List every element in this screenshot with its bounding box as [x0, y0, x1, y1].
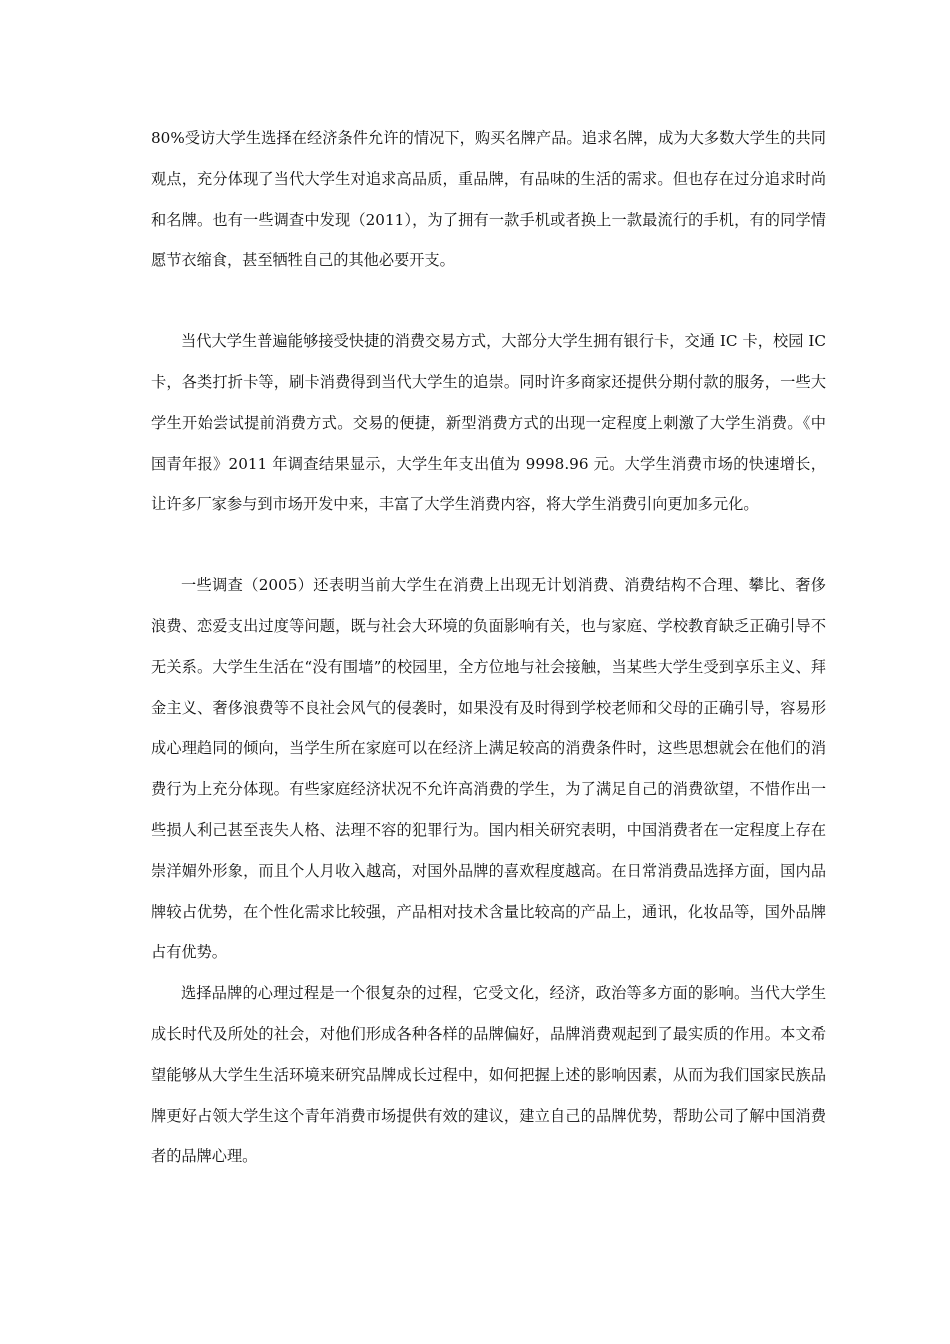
paragraph-brand-purchase: 80%受访大学生选择在经济条件允许的情况下，购买名牌产品。追求名牌，成为大多数大学生的共同观点，充分体现了当代大学生对追求高品质，重品牌，有品味的生活的需求。但也存在过分追求时尚和名牌。也有一些调查中发现（2011），为了拥有一款手机或者换上一款最流行的手机，有的同学情愿节衣缩食，甚至牺牲自己的其他必要开支。: [151, 129, 826, 270]
paragraph-brand-psychology: 选择品牌的心理过程是一个很复杂的过程，它受文化，经济，政治等多方面的影响。当代大学生成长时代及所处的社会，对他们形成各种各样的品牌偏好，品牌消费观起到了最实质的作用。本文希望能够从大学生生活环境来研究品牌成长过程中，如何把握上述的影响因素，从而为我们国家民族品牌更好占领大学生这个青年消费市场提供有效的建议，建立自己的品牌优势，帮助公司了解中国消费者的品牌心理。: [151, 984, 826, 1166]
paragraph-payment-methods: 当代大学生普遍能够接受快捷的消费交易方式，大部分大学生拥有银行卡，交通 IC 卡，校园 IC 卡，各类打折卡等，刷卡消费得到当代大学生的追崇。同时许多商家还提供分期付款的服务，一些大学生开始尝试提前消费方式。交易的便捷，新型消费方式的出现一定程度上刺激了大学生消费。《中国青年报》2011 年调查结果显示，大学生年支出值为 9998.96 元。大学生消费市场的快速增长，让许多厂家参与到市场开发中来，丰富了大学生消费内容，将大学生消费引向更加多元化。: [151, 332, 826, 514]
document-body: [151, 118, 826, 1177]
paragraph-consumption-problems: 一些调查（2005）还表明当前大学生在消费上出现无计划消费、消费结构不合理、攀比、奢侈浪费、恋爱支出过度等问题，既与社会大环境的负面影响有关，也与家庭、学校教育缺乏正确引导不无关系。大学生生活在“没有围墙”的校园里，全方位地与社会接触，当某些大学生受到享乐主义、拜金主义、奢侈浪费等不良社会风气的侵袭时，如果没有及时得到学校老师和父母的正确引导，容易形成心理趋同的倾向，当学生所在家庭可以在经济上满足较高的消费条件时，这些思想就会在他们的消费行为上充分体现。有些家庭经济状况不允许高消费的学生，为了满足自己的消费欲望，不惜作出一些损人利己甚至丧失人格、法理不容的犯罪行为。国内相关研究表明，中国消费者在一定程度上存在崇洋媚外形象，而且个人月收入越高，对国外品牌的喜欢程度越高。在日常消费品选择方面，国内品牌较占优势，在个性化需求比较强，产品相对技术含量比较高的产品上，通讯，化妆品等，国外品牌占有优势。: [151, 576, 826, 962]
